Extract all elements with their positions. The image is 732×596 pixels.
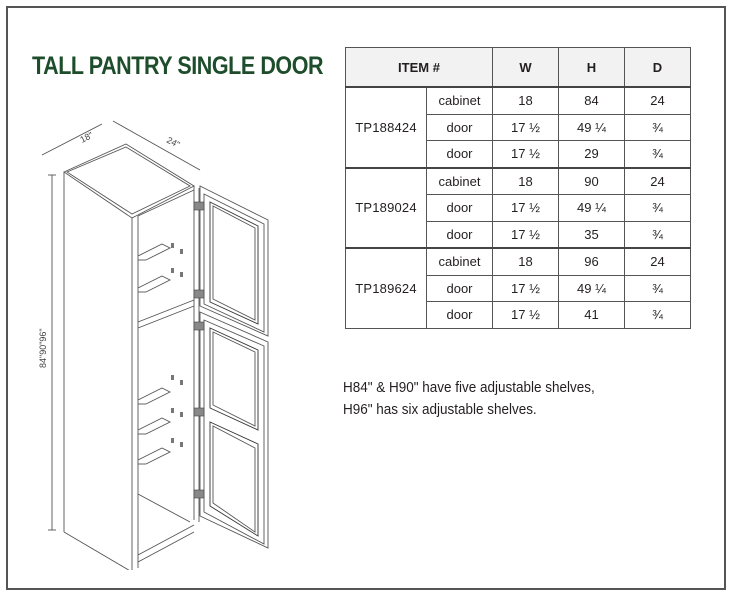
page-title: TALL PANTRY SINGLE DOOR (32, 52, 324, 80)
depth-value: ¾ (625, 114, 691, 141)
part-name: door (427, 302, 493, 329)
table-row (346, 248, 691, 275)
part-name: door (427, 195, 493, 222)
item-number: TP189024 (346, 168, 427, 249)
width-value: 18 (493, 168, 559, 195)
width-value: 18 (493, 87, 559, 114)
cabinet-diagram (20, 110, 290, 570)
height-value: 96 (559, 248, 625, 275)
depth-value: 24 (625, 87, 691, 114)
part-name: door (427, 141, 493, 168)
shelf-notes (343, 377, 614, 421)
width-value: 17 ½ (493, 141, 559, 168)
width-value: 17 ½ (493, 302, 559, 329)
width-value: 17 ½ (493, 114, 559, 141)
depth-value: ¾ (625, 195, 691, 222)
part-name: door (427, 114, 493, 141)
width-value: 18 (493, 248, 559, 275)
depth-value: 24 (625, 168, 691, 195)
height-dimension-label: 84"90"96" (38, 328, 48, 368)
depth-value: ¾ (625, 221, 691, 248)
item-number: TP188424 (346, 87, 427, 168)
item-number: TP189624 (346, 248, 427, 328)
height-value: 49 ¼ (559, 195, 625, 222)
note-line-1: H84" & H90" have five adjustable shelves, (343, 380, 595, 396)
height-value: 90 (559, 168, 625, 195)
height-value: 29 (559, 141, 625, 168)
depth-dimension-label: 24" (165, 134, 182, 150)
part-name: door (427, 275, 493, 302)
width-dimension-label: 18" (78, 129, 95, 145)
height-value: 49 ¼ (559, 275, 625, 302)
height-value: 35 (559, 221, 625, 248)
part-name: cabinet (427, 87, 493, 114)
part-name: cabinet (427, 248, 493, 275)
height-value: 49 ¼ (559, 114, 625, 141)
header-w: W (493, 48, 559, 88)
header-h: H (559, 48, 625, 88)
table-header-row (346, 48, 691, 88)
spec-table (345, 47, 691, 329)
depth-value: ¾ (625, 275, 691, 302)
depth-value: 24 (625, 248, 691, 275)
depth-value: ¾ (625, 141, 691, 168)
depth-value: ¾ (625, 302, 691, 329)
header-item: ITEM # (346, 48, 493, 88)
part-name: door (427, 221, 493, 248)
height-value: 41 (559, 302, 625, 329)
note-line-2: H96" has six adjustable shelves. (343, 402, 537, 418)
width-value: 17 ½ (493, 195, 559, 222)
table-row (346, 87, 691, 114)
header-d: D (625, 48, 691, 88)
height-value: 84 (559, 87, 625, 114)
width-value: 17 ½ (493, 275, 559, 302)
table-row (346, 168, 691, 195)
width-value: 17 ½ (493, 221, 559, 248)
part-name: cabinet (427, 168, 493, 195)
